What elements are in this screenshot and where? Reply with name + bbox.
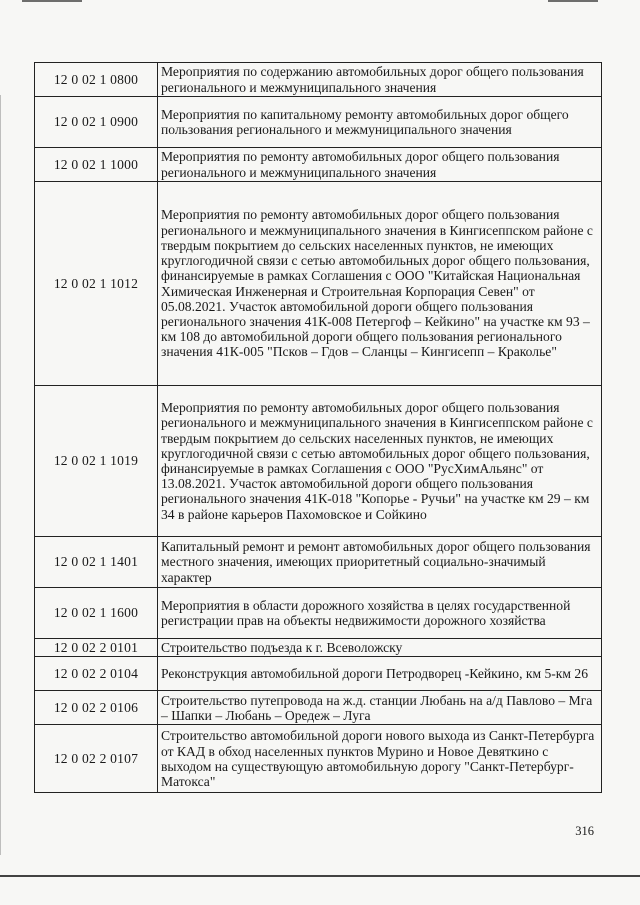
row-code: 12 0 02 1 1012: [35, 182, 158, 386]
scan-mark-right: [548, 0, 598, 2]
budget-codes-table: [34, 62, 602, 793]
row-description: Строительство подъезда к г. Всеволожску: [158, 639, 602, 657]
row-code: 12 0 02 2 0101: [35, 639, 158, 657]
row-description: Мероприятия по содержанию автомобильных дорог общего пользования регионального и межмуниципального значения: [158, 63, 602, 97]
scan-edge-bottom: [0, 875, 640, 877]
row-code: 12 0 02 1 1000: [35, 148, 158, 182]
row-description: Капитальный ремонт и ремонт автомобильных дорог общего пользования местного значения, имеющих приоритетный социально-значимый характер: [158, 537, 602, 588]
scan-edge-left: [0, 95, 3, 855]
table-row: [35, 657, 602, 691]
row-description: Мероприятия по ремонту автомобильных дорог общего пользования регионального и межмуниципального значения: [158, 148, 602, 182]
row-code: 12 0 02 2 0104: [35, 657, 158, 691]
row-description: Реконструкция автомобильной дороги Петродворец -Кейкино, км 5-км 26: [158, 657, 602, 691]
row-description: Строительство путепровода на ж.д. станции Любань на а/д Павлово – Мга – Шапки – Любань – Оредеж – Луга: [158, 691, 602, 725]
table-row: [35, 386, 602, 537]
row-code: 12 0 02 1 0900: [35, 97, 158, 148]
row-description: Мероприятия по капитальному ремонту автомобильных дорог общего пользования регионального и межмуниципального значения: [158, 97, 602, 148]
table-row: [35, 97, 602, 148]
table-row: [35, 725, 602, 793]
table-row: [35, 537, 602, 588]
scan-mark-left: [22, 0, 82, 2]
page-number: 316: [575, 824, 594, 838]
row-description: Мероприятия в области дорожного хозяйства в целях государственной регистрации прав на объекты недвижимости дорожного хозяйства: [158, 588, 602, 639]
table-row: [35, 63, 602, 97]
row-code: 12 0 02 2 0106: [35, 691, 158, 725]
row-code: 12 0 02 2 0107: [35, 725, 158, 793]
row-code: 12 0 02 1 0800: [35, 63, 158, 97]
row-code: 12 0 02 1 1401: [35, 537, 158, 588]
table-row: [35, 182, 602, 386]
row-code: 12 0 02 1 1600: [35, 588, 158, 639]
row-code: 12 0 02 1 1019: [35, 386, 158, 537]
row-description: Строительство автомобильной дороги нового выхода из Санкт-Петербурга от КАД в обход населенных пунктов Мурино и Новое Девяткино с выходом на существующую автомобильную дорогу "Санкт-Петербург-Матокса": [158, 725, 602, 793]
table-row: [35, 588, 602, 639]
table-row: [35, 148, 602, 182]
table-row: [35, 691, 602, 725]
row-description: Мероприятия по ремонту автомобильных дорог общего пользования регионального и межмуниципального значения в Кингисеппском районе с твердым покрытием до сельских населенных пунктов, не имеющих круглогодичной связи с сетью автомобильных дорог общего пользования, финансируемые в рамках Соглашения с ООО "Китайская Национальная Химическая Инженерная и Строительная Корпорация Севен" от 05.08.2021. Участок автомобильной дороги общего пользования регионального значения 41К-008 Петергоф – Кейкино" на участке км 93 – км 108 до автомобильной дороги общего пользования регионального значения 41К-005 "Псков – Гдов – Сланцы – Кингисепп – Краколье": [158, 182, 602, 386]
table-row: [35, 639, 602, 657]
row-description: Мероприятия по ремонту автомобильных дорог общего пользования регионального и межмуниципального значения в Кингисеппском районе с твердым покрытием до сельских населенных пунктов, не имеющих круглогодичной связи с сетью автомобильных дорог общего пользования, финансируемые в рамках Соглашения с ООО "РусХимАльянс" от 13.08.2021. Участок автомобильной дороги общего пользования регионального значения 41К-018 "Копорье - Ручьи" на участке км 29 – км 34 в районе карьеров Пахомовское и Сойкино: [158, 386, 602, 537]
